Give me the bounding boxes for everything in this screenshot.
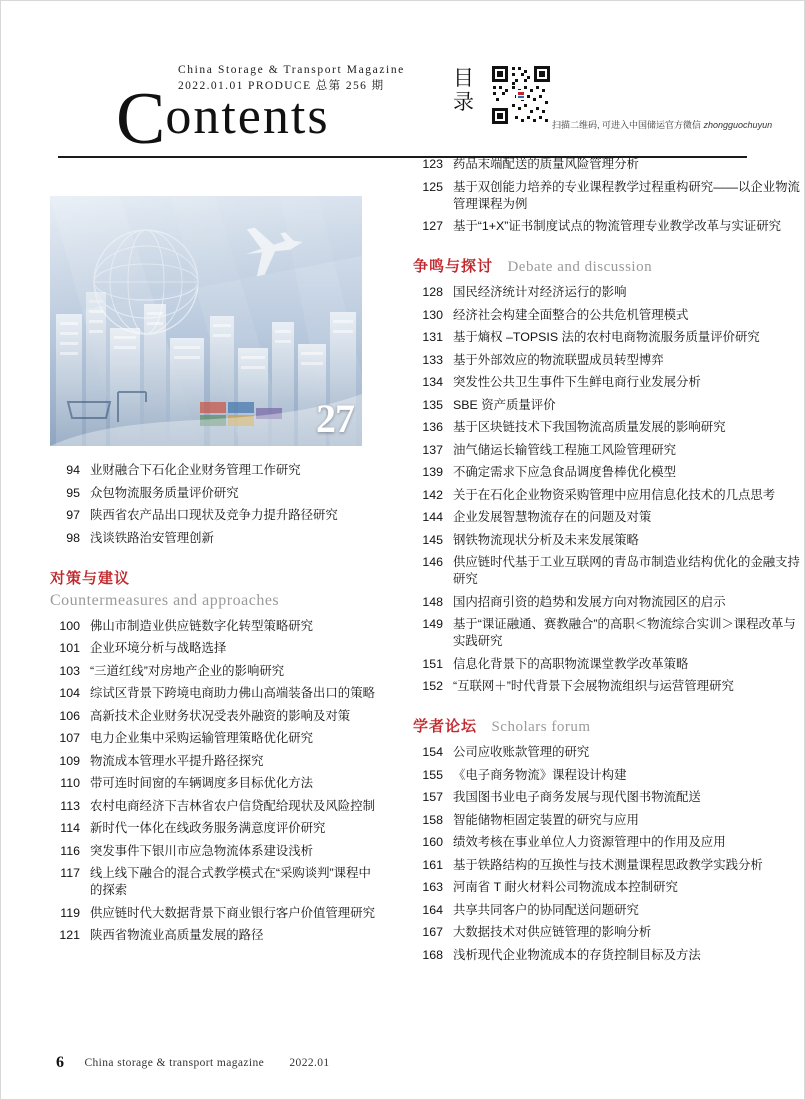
contents-initial: C — [116, 78, 168, 160]
toc-page-number: 113 — [60, 798, 80, 813]
toc-page-number: 161 — [422, 857, 443, 872]
section-heading-countermeasures — [50, 567, 380, 610]
right-column — [413, 156, 803, 969]
toc-page-number: 103 — [59, 663, 80, 678]
toc-page-number: 160 — [422, 835, 443, 849]
toc-page-number: 155 — [422, 767, 443, 782]
toc-title: 陕西省农产品出口现状及竞争力提升路径研究 — [90, 508, 338, 522]
toc-page-number: 139 — [422, 465, 443, 479]
toc-title: 陕西省物流业高质量发展的路径 — [90, 928, 264, 942]
toc-page-number: 106 — [59, 708, 80, 723]
toc-title: 基于外部效应的物流联盟成员转型博弈 — [453, 352, 664, 367]
toc-entry[interactable] — [413, 464, 803, 481]
toc-entry[interactable] — [413, 442, 803, 459]
toc-title: 突发事件下银川市应急物流体系建设浅析 — [90, 843, 314, 858]
toc-title: 药品末端配送的质量风险管理分析 — [453, 157, 639, 171]
toc-entry[interactable] — [413, 179, 803, 213]
toc-page-number: 119 — [60, 905, 80, 920]
toc-page-number: 133 — [422, 352, 443, 367]
toc-entry[interactable] — [50, 905, 380, 922]
toc-page-number: 151 — [422, 656, 443, 671]
toc-title: 基于“1+X”证书制度试点的物流管理专业教学改革与实证研究 — [453, 219, 782, 233]
toc-entry[interactable] — [413, 857, 803, 874]
toc-entry[interactable] — [413, 329, 803, 346]
toc-entry[interactable] — [413, 397, 803, 414]
toc-page-number: 110 — [60, 776, 80, 790]
toc-page-number: 157 — [422, 790, 443, 804]
toc-title: 共享共同客户的协同配送问题研究 — [453, 902, 639, 917]
toc-entry[interactable] — [50, 775, 380, 792]
toc-page-number: 137 — [422, 442, 443, 457]
right-entry-list-top — [413, 156, 803, 235]
toc-page-number: 100 — [59, 618, 80, 633]
toc-page-number: 167 — [422, 925, 443, 939]
toc-title: 基于“课证融通、赛教融合”的高职＜物流综合实训＞课程改革与实践研究 — [453, 617, 796, 648]
section-title-cn: 对策与建议 — [50, 569, 131, 587]
toc-entry[interactable] — [413, 554, 803, 588]
toc-title: “三道红线”对房地产企业的影响研究 — [90, 663, 285, 678]
toc-page-number: 109 — [59, 753, 80, 768]
mulu-char-1: 目 — [453, 66, 475, 90]
toc-page-number: 136 — [422, 420, 443, 434]
toc-page-number: 158 — [422, 812, 443, 827]
cover-illustration — [50, 196, 362, 446]
toc-entry[interactable] — [413, 656, 803, 673]
section-title-cn: 争鸣与探讨 — [413, 258, 494, 275]
toc-title: 钢铁物流现状分析及未来发展策略 — [453, 532, 639, 547]
toc-entry[interactable] — [413, 284, 803, 301]
toc-title: 高新技术企业财务状况受表外融资的影响及对策 — [90, 708, 351, 723]
toc-entry[interactable] — [50, 462, 380, 479]
scan-note — [552, 118, 772, 131]
section-title-en: Scholars forum — [491, 719, 591, 735]
right-entry-list-debate — [413, 284, 803, 695]
toc-entry[interactable] — [50, 708, 380, 725]
toc-entry[interactable] — [50, 927, 380, 944]
toc-entry[interactable] — [50, 820, 380, 837]
toc-entry[interactable] — [413, 616, 803, 650]
section-title-en: Debate and discussion — [507, 259, 653, 275]
toc-title: 物流成本管理水平提升路径探究 — [90, 753, 264, 768]
toc-entry[interactable] — [50, 730, 380, 747]
toc-page-number: 135 — [422, 397, 443, 412]
toc-entry[interactable] — [50, 843, 380, 860]
toc-entry[interactable] — [413, 218, 803, 235]
issue-number-badge: 27 — [316, 396, 354, 441]
toc-page-number: 104 — [59, 686, 80, 700]
toc-title: 浅谈铁路治安管理创新 — [90, 530, 214, 545]
toc-page-number: 98 — [66, 530, 80, 545]
toc-page-number: 130 — [422, 307, 443, 322]
toc-title: 国内招商引资的趋势和发展方向对物流园区的启示 — [453, 594, 726, 609]
masthead — [116, 64, 436, 160]
toc-title: 电力企业集中采购运输管理策略优化研究 — [90, 731, 314, 745]
mulu-char-2: 录 — [453, 90, 475, 114]
toc-title: 带可连时间窗的车辆调度多目标优化方法 — [90, 776, 314, 790]
footer-magazine-name — [84, 1057, 329, 1069]
left-entry-list-section — [50, 618, 380, 945]
toc-page-number: 145 — [422, 532, 443, 547]
toc-title: 《电子商务物流》课程设计构建 — [453, 767, 627, 782]
toc-title: 供应链时代大数据背景下商业银行客户价值管理研究 — [90, 905, 375, 920]
contents-columns — [28, 156, 800, 1040]
toc-title: 基于区块链技术下我国物流高质量发展的影响研究 — [453, 420, 726, 434]
toc-page-number: 116 — [60, 843, 80, 858]
toc-page-number: 94 — [66, 463, 80, 477]
toc-entry[interactable] — [50, 507, 380, 524]
toc-title: 业财融合下石化企业财务管理工作研究 — [90, 463, 301, 477]
toc-page-number: 123 — [422, 157, 443, 171]
toc-page-number: 121 — [59, 928, 80, 942]
toc-entry[interactable] — [50, 640, 380, 657]
toc-title: 我国图书业电子商务发展与现代图书物流配送 — [453, 790, 701, 804]
toc-title: 佛山市制造业供应链数字化转型策略研究 — [90, 618, 314, 633]
toc-page-number: 117 — [60, 866, 80, 880]
toc-page-number: 127 — [422, 219, 443, 233]
section-title-en: Countermeasures and approaches — [50, 591, 280, 609]
toc-entry[interactable] — [413, 307, 803, 324]
toc-entry[interactable] — [50, 663, 380, 680]
footer-magazine-text: China storage & transport magazine — [84, 1056, 265, 1069]
toc-page-number: 154 — [422, 745, 443, 759]
toc-title: 大数据技术对供应链管理的影响分析 — [453, 925, 652, 939]
toc-title: 关于在石化企业物资采购管理中应用信息化技术的几点思考 — [453, 487, 776, 502]
toc-title: “互联网＋”时代背景下会展物流组织与运营管理研究 — [453, 679, 734, 693]
toc-page-number: 134 — [422, 375, 443, 389]
toc-page-number: 131 — [422, 330, 443, 344]
toc-entry[interactable] — [413, 947, 803, 964]
toc-title: 信息化背景下的高职物流课堂教学改革策略 — [453, 656, 689, 671]
toc-title: 供应链时代基于工业互联网的青岛市制造业结构优化的金融支持研究 — [453, 555, 800, 586]
toc-entry[interactable] — [50, 530, 380, 547]
toc-entry[interactable] — [413, 156, 803, 173]
toc-title: 绩效考核在事业单位人力资源管理中的作用及应用 — [453, 835, 726, 849]
footer-page-number: 6 — [56, 1053, 64, 1071]
toc-entry[interactable] — [50, 485, 380, 502]
toc-entry[interactable] — [413, 594, 803, 611]
toc-entry[interactable] — [413, 924, 803, 941]
toc-entry[interactable] — [413, 744, 803, 761]
toc-page-number: 164 — [422, 902, 443, 917]
toc-title: SBE 资产质量评价 — [453, 397, 556, 412]
toc-title: 企业发展智慧物流存在的问题及对策 — [453, 510, 652, 524]
left-entry-list-top — [50, 462, 380, 547]
toc-page-number: 168 — [422, 947, 443, 962]
toc-title: 油气储运长输管线工程施工风险管理研究 — [453, 442, 677, 457]
toc-title: 基于铁路结构的互换性与技术测量课程思政教学实践分析 — [453, 857, 763, 872]
toc-entry[interactable] — [413, 902, 803, 919]
toc-entry[interactable] — [413, 812, 803, 829]
toc-title: 国民经济统计对经济运行的影响 — [453, 285, 627, 299]
toc-page-number: 144 — [422, 510, 443, 524]
page-header — [58, 60, 773, 160]
contents-rest: ontents — [165, 88, 330, 145]
toc-page-number: 128 — [422, 285, 443, 299]
toc-title: 基于熵权 –TOPSIS 法的农村电商物流服务质量评价研究 — [453, 330, 760, 344]
toc-page-number: 142 — [422, 487, 443, 502]
toc-entry[interactable] — [413, 374, 803, 391]
toc-title: 基于双创能力培养的专业课程教学过程重构研究——以企业物流管理课程为例 — [453, 179, 800, 211]
toc-title: 不确定需求下应急食品调度鲁棒优化模型 — [453, 465, 677, 479]
mulu-label — [453, 66, 475, 114]
toc-entry[interactable] — [50, 685, 380, 702]
toc-title: 河南省 T 耐火材料公司物流成本控制研究 — [453, 880, 678, 894]
scan-note-en: zhongguochuyun — [703, 120, 773, 130]
toc-title: 智能储物柜固定装置的研究与应用 — [453, 812, 639, 827]
toc-entry[interactable] — [413, 509, 803, 526]
toc-title: 经济社会构建全面整合的公共危机管理模式 — [453, 307, 689, 322]
toc-page-number: 101 — [59, 641, 80, 655]
issue-line: 2022.01.01 PRODUCE 总第 256 期 — [178, 80, 385, 92]
toc-entry[interactable] — [413, 419, 803, 436]
scan-note-cn: 扫描二维码, 可进入中国储运官方微信 — [552, 120, 704, 130]
toc-page-number: 163 — [422, 880, 443, 894]
toc-page-number: 107 — [59, 731, 80, 745]
qr-code-icon[interactable] — [490, 64, 552, 126]
right-entry-list-scholars — [413, 744, 803, 964]
page-footer — [56, 1054, 330, 1072]
toc-page-number: 148 — [422, 594, 443, 609]
toc-title: 农村电商经济下吉林省农户信贷配给现状及风险控制 — [90, 798, 375, 813]
toc-entry[interactable] — [413, 678, 803, 695]
toc-entry[interactable] — [413, 352, 803, 369]
toc-entry[interactable] — [413, 789, 803, 806]
footer-date: 2022.01 — [289, 1056, 330, 1069]
section-heading-scholars — [413, 715, 803, 736]
toc-title: 企业环境分析与战略选择 — [90, 641, 227, 655]
toc-entry[interactable] — [50, 753, 380, 770]
toc-title: 综试区背景下跨境电商助力佛山高端装备出口的策略 — [90, 686, 375, 700]
toc-page-number: 97 — [66, 508, 80, 522]
toc-entry[interactable] — [50, 798, 380, 815]
toc-entry[interactable] — [50, 865, 380, 899]
toc-title: 线上线下融合的混合式教学模式在“采购谈判”课程中的探索 — [90, 866, 371, 897]
toc-page-number: 114 — [60, 821, 80, 835]
toc-entry[interactable] — [413, 487, 803, 504]
left-column — [50, 156, 380, 950]
toc-entry[interactable] — [413, 767, 803, 784]
toc-page-number: 125 — [422, 179, 443, 194]
toc-title: 公司应收账款管理的研究 — [453, 745, 590, 759]
toc-page-number: 149 — [422, 617, 443, 631]
section-title-cn: 学者论坛 — [413, 718, 478, 735]
toc-page-number: 152 — [422, 679, 443, 693]
toc-page-number: 95 — [66, 485, 80, 500]
toc-page-number: 146 — [422, 555, 443, 569]
toc-entry[interactable] — [413, 879, 803, 896]
toc-title: 新时代一体化在线政务服务满意度评价研究 — [90, 821, 326, 835]
toc-entry[interactable] — [413, 532, 803, 549]
magazine-english-name: China Storage & Transport Magazine — [178, 64, 405, 76]
toc-title: 众包物流服务质量评价研究 — [90, 485, 239, 500]
toc-entry[interactable] — [413, 834, 803, 851]
section-heading-debate — [413, 255, 803, 276]
toc-title: 突发性公共卫生事件下生鲜电商行业发展分析 — [453, 375, 701, 389]
toc-entry[interactable] — [50, 618, 380, 635]
toc-title: 浅析现代企业物流成本的存货控制目标及方法 — [453, 947, 701, 962]
